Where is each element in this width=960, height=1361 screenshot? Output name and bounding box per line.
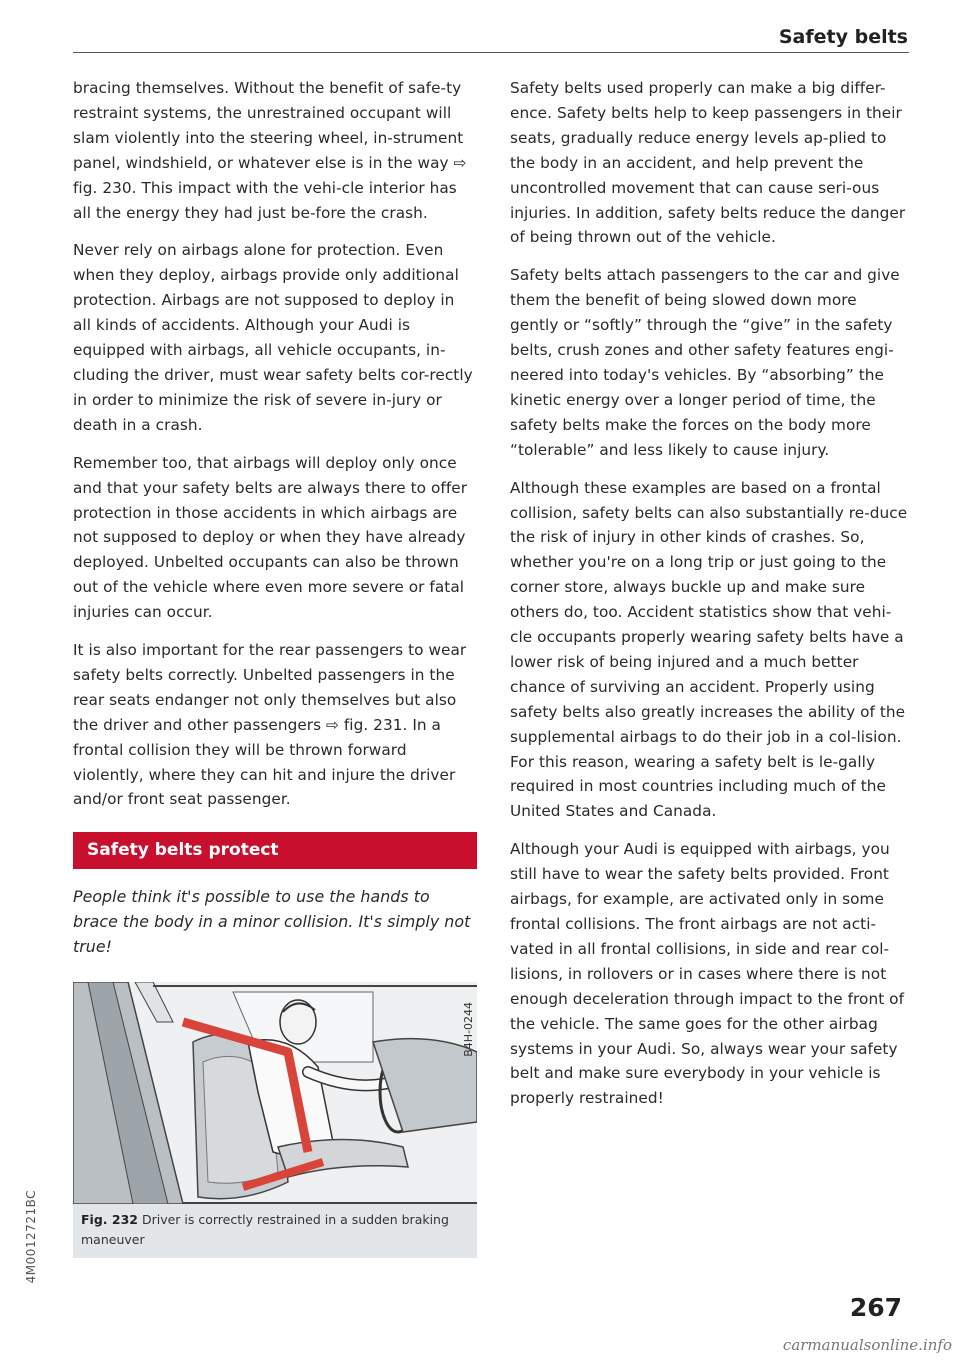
paragraph: Although these examples are based on a frontal collision, safety belts can also substantially re-duce the risk of injury in other kinds of crashes. So, whether you're on a long trip or just going to the corner store, always buckle up and make sure others do, too. Accident statistics show that vehi-cle occupants properly wearing safety belts have a lower risk of being injured and a much better chance of surviving an accident. Properly using safety belts also greatly increases the ability of the supplemental airbags to do their job in a col-lision. For this reason, wearing a safety belt is le-gally required in most countries including much of the United States and Canada. <box>510 478 908 821</box>
figure-caption-text: Driver is correctly restrained in a sudden braking maneuver <box>81 1212 449 1248</box>
header-divider <box>73 52 909 53</box>
page-number: 267 <box>849 1293 902 1322</box>
paragraph: Safety belts used properly can make a big differ-ence. Safety belts help to keep passengers in their seats, gradually reduce energy levels ap-plied to the body in an accident, and help prevent the uncontrolled movement that can cause seri-ous injuries. In addition, safety belts reduce the danger of being thrown out of the vehicle. <box>510 79 906 247</box>
paragraph: Never rely on airbags alone for protection. Even when they deploy, airbags provide only additional protection. Airbags are not supposed to deploy in all kinds of accidents. Although your Audi is equipped with airbags, all vehicle occupants, in-cluding the driver, must wear safety belts cor-rectly in order to minimize the risk of severe in-jury or death in a crash. <box>73 241 473 434</box>
figure-id-label: B4H-0244 <box>462 1002 475 1057</box>
paragraph: It is also important for the rear passengers to wear safety belts correctly. Unbelted passengers in the rear seats endanger not only themselves but also the driver and other passengers ⇨ fig. 231. In a frontal collision they will be thrown forward violently, where they can hit and injure the driver and/or front seat passenger. <box>73 641 467 809</box>
document-code: 4M0012721BC <box>24 1190 38 1284</box>
section-heading: Safety belts protect <box>73 832 477 869</box>
figure-caption <box>73 1204 477 1258</box>
running-header: Safety belts <box>778 26 908 48</box>
paragraph: Remember too, that airbags will deploy only once and that your safety belts are always there to offer protection in those accidents in which airbags are not supposed to deploy or when they have already deployed. Unbelted occupants can also be thrown out of the vehicle where even more severe or fatal injuries can occur. <box>73 453 468 622</box>
section-intro: People think it's possible to use the hands to brace the body in a minor collision. It's simply not true! <box>73 887 471 957</box>
figure-caption-label: Fig. 232 <box>81 1212 138 1228</box>
paragraph: Although your Audi is equipped with airbags, you still have to wear the safety belts provided. Front airbags, for example, are activated only in some frontal collisions. The front airbags are not acti-vated in all frontal collisions, in side and rear col-lisions, in rollovers or in cases where there is not enough deceleration through impact to the front of the vehicle. The same goes for the other airbag systems in your Audi. So, always wear your safety belt and make sure everybody in your vehicle is properly restrained! <box>510 840 905 1108</box>
paragraph: bracing themselves. Without the benefit of safe-ty restraint systems, the unrestrained occupant will slam violently into the steering wheel, in-strument panel, windshield, or whatever else is in the way ⇨ fig. 230. This impact with the vehi-cle interior has all the energy they had just be-fore the crash. <box>73 79 467 222</box>
figure-illustration <box>73 982 477 1204</box>
driver-belted-illustration <box>73 982 477 1204</box>
left-column <box>73 76 477 1258</box>
watermark: carmanualsonline.info <box>782 1336 952 1354</box>
paragraph: Safety belts attach passengers to the car and give them the benefit of being slowed down more gently or “softly” through the “give” in the safety belts, crush zones and other safety features engi-neered into today's vehicles. By “absorbing” the kinetic energy over a longer period of time, the safety belts make the forces on the body more “tolerable” and less likely to cause injury. <box>510 266 900 459</box>
right-column <box>510 76 910 1124</box>
